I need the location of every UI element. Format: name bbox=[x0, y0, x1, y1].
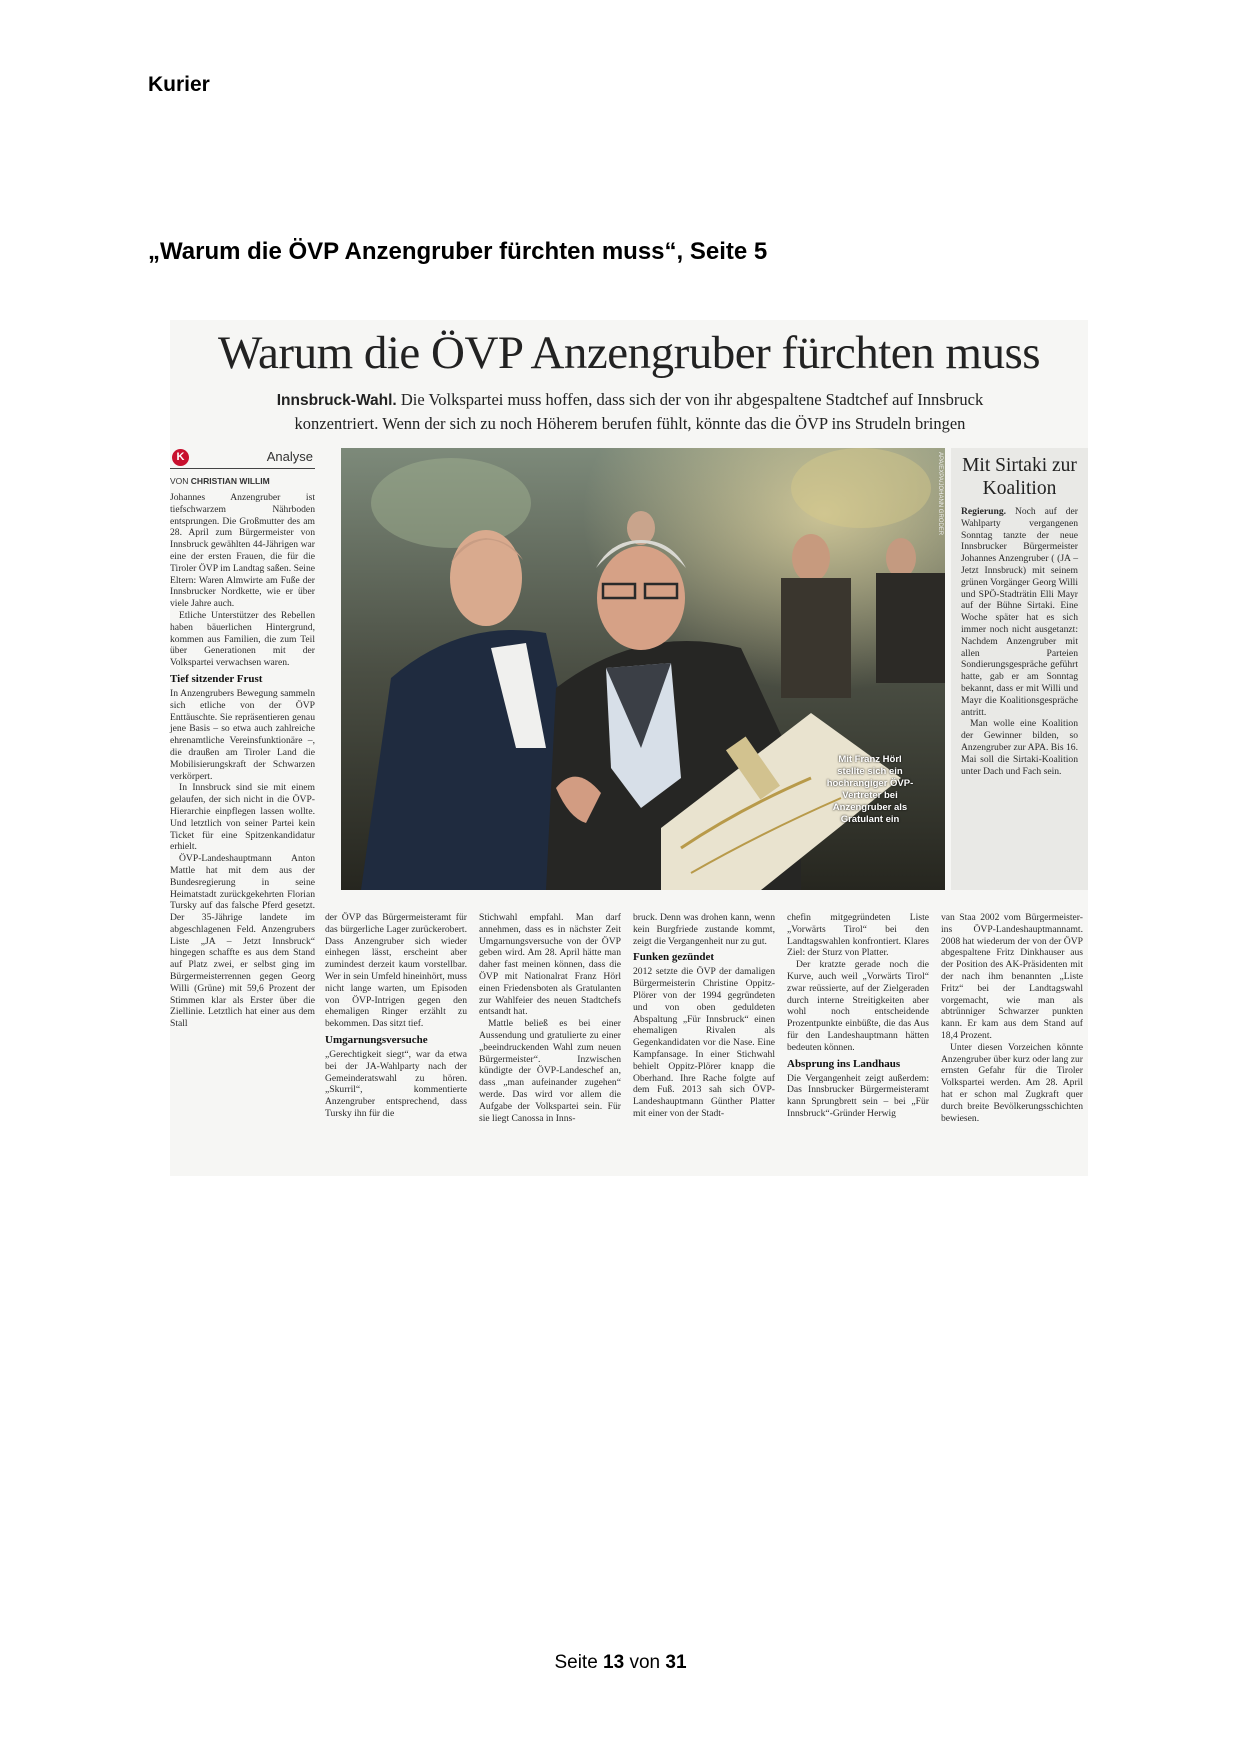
paragraph: In Innsbruck sind sie mit einem gelaufen, der sich nicht in die ÖVP-Hierarchie einpflegen lassen wollte. Und letztlich von seiner Partei kein Ticket für eine Spitzenkandidatur erhielt. bbox=[170, 782, 315, 853]
kicker-bar bbox=[170, 448, 315, 469]
section-heading: Umgarnungsversuche bbox=[325, 1033, 428, 1046]
photo-caption: Mit Franz Hörl stellte sich ein hochrangiger ÖVP-Vertreter bei Anzengruber als Gratulant ein bbox=[826, 754, 914, 825]
article-column-5 bbox=[787, 912, 929, 1120]
footer-middle: von bbox=[629, 1652, 661, 1673]
author-line bbox=[170, 476, 315, 486]
author-name: CHRISTIAN WILLIM bbox=[190, 476, 270, 486]
sidebar-title: Mit Sirtaki zur Koalition bbox=[962, 455, 1077, 499]
paragraph: ÖVP-Landeshauptmann Anton Mattle hat mit dem aus der Bundesregierung in seine Heimatstadt zurückgekehrten Florian Tursky auf das falsche Pferd gesetzt. Der 35-Jährige landete im abgeschlagenen Feld. Anzengrubers Liste „JA – Jetzt Innsbruck“ hingegen schaffte es aus dem Stand auf Platz zwei, er selbst ging im Bürgermeisterrennen gegen Georg Willi (Grüne) mit 59,6 Prozent der Stimmen klar als Erster über die Ziellinie. Letztlich hat einer aus dem Stall bbox=[170, 853, 315, 1030]
sidebar-text bbox=[951, 506, 1088, 777]
paragraph: Mattle beließ es bei einer Aussendung und gratulierte zu einer „beeindruckenden Wahl zum neuen Bürgermeister“. Inzwischen kündigte der ÖVP-Landeschef an, dass „man aufeinander zugehen“ werde. Das wird vor allem die Aufgabe der Volkspartei sein. Für sie liegt Canossa in Inns- bbox=[479, 1018, 621, 1124]
section-heading: Absprung ins Landhaus bbox=[787, 1057, 901, 1070]
kicker-label: Analyse bbox=[266, 449, 313, 464]
article-column-2 bbox=[325, 912, 467, 1120]
kurier-logo-icon: K bbox=[172, 449, 189, 466]
article-headline: Warum die ÖVP Anzengruber fürchten muss bbox=[217, 327, 1041, 379]
paragraph: Etliche Unterstützer des Rebellen haben bäuerlichen Hintergrund, kommen aus Familien, die zum Teil über Generationen mit der Volkspartei verwachsen waren. bbox=[170, 609, 315, 669]
article-subhead bbox=[240, 388, 1020, 435]
article-column-1 bbox=[170, 492, 315, 1030]
paragraph: Die Vergangenheit zeigt außerdem: Das Innsbrucker Bürgermeisteramt kann Sprungbrett sein – bei „Für Innsbruck“-Gründer Herwig bbox=[787, 1072, 929, 1119]
author-prefix: VON bbox=[170, 476, 189, 486]
paragraph: chefin mitgegründeten Liste „Vorwärts Tirol“ bei den Landtagswahlen konfrontiert. Klares Ziel: der Sturz von Platter. bbox=[787, 912, 929, 959]
page-footer bbox=[0, 1652, 1241, 1674]
current-page-number: 13 bbox=[603, 1652, 625, 1673]
total-page-count: 31 bbox=[665, 1652, 687, 1673]
paragraph: In Anzengrubers Bewegung sammeln sich etliche von der ÖVP Enttäuschte. Sie repräsentieren genau jene Basis – so etwa auch zahlreiche ehrenamtliche Vereinsfunktionäre –, die draußen am Tiroler Land die Mobilisierungskraft der Schwarzen verkörpert. bbox=[170, 687, 315, 782]
sidebar-paragraph: Man wolle eine Koalition der Gewinner bilden, so Anzengruber zur APA. Bis 16. Mai soll die Sirtaki-Koalition unter Dach und Fach sein. bbox=[961, 718, 1078, 777]
subhead-lead: Innsbruck-Wahl. bbox=[276, 392, 397, 409]
sidebar-lead: Regierung. bbox=[961, 506, 1007, 517]
paragraph: Stichwahl empfahl. Man darf annehmen, dass es in nächster Zeit Umgarnungsversuche von der ÖVP geben wird. Am 28. April hätte man daher fast meinen können, dass die ÖVP mit Nationalrat Franz Hörl einen Friedensboten als Gratulanten zur Wahlfeier des neuen Stadtchefs entsandt hat. bbox=[479, 912, 621, 1018]
article-photo bbox=[341, 448, 945, 890]
paragraph: „Gerechtigkeit siegt“, war da etwa bei der JA-Wahlparty nach der Gemeinderatswahl zu hören. „Skurril“, kommentierte Anzengruber entsprechend, dass Tursky ihn für die bbox=[325, 1048, 467, 1119]
paragraph: Johannes Anzengruber ist tiefschwarzem Nährboden entsprungen. Die Großmutter des am 28. April zum Bürgermeister von Innsbruck gewählten 44-Jährigen war eine der ersten Frauen, die für die Tiroler ÖVP im Landtag saßen. Seine Eltern: Waren Almwirte am Fuße der Innsbrucker Nordkette, wie er über viele Jahre auch. bbox=[170, 492, 315, 610]
footer-prefix: Seite bbox=[554, 1652, 598, 1673]
paragraph: 2012 setzte die ÖVP der damaligen Bürgermeisterin Christine Oppitz-Plörer von der 1994 gegründeten und von oben geduldeten Abspaltung „Für Innsbruck“ einen ehemaligen Rivalen als Gegenkandidaten vor die Nase. Eine Kampfansage. In einer Stichwahl behielt Oppitz-Plörer knapp die Oberhand. Ihre Rache folgte auf dem Fuß. 2013 sah sich ÖVP-Landeshauptmann Günther Platter mit einer von der Stadt- bbox=[633, 966, 775, 1119]
paragraph: bruck. Denn was drohen kann, wenn kein Burgfriede zustande kommt, zeigt die Vergangenheit nur zu gut. bbox=[633, 912, 775, 947]
subhead-text: Die Volkspartei muss hoffen, dass sich der von ihr abgespaltene Stadtchef auf Innsbruck konzentriert. Wenn der sich zu noch Höherem berufen fühlt, könnte das die ÖVP ins Strudeln bringen bbox=[294, 390, 984, 433]
paragraph: van Staa 2002 vom Bürgermeister- ins ÖVP-Landeshauptmannamt. 2008 hat wiederum der von der ÖVP abgespaltene Fritz Dinkhauser aus der Position des AK-Präsidenten mit der nach ihm benannten „Liste Fritz“ bei der Landtagswahl vorgemacht, wie man als abtrünniger Schwarzer punkten kann. Er kam aus dem Stand auf 18,4 Prozent. bbox=[941, 912, 1083, 1041]
sidebar-paragraph bbox=[961, 506, 1078, 718]
article-column-3 bbox=[479, 912, 621, 1124]
photo-credit: APA/EXPA/JOHANN GRODER bbox=[937, 452, 943, 536]
newspaper-clipping bbox=[170, 320, 1088, 1176]
paragraph: der ÖVP das Bürgermeisteramt für das bürgerliche Lager zurückerobert. Dass Anzengruber sich wieder einhegen lässt, erscheint aber zumindest derzeit kaum vorstellbar. Wer in sein Umfeld hineinhört, muss nicht lange warten, um Episoden von ÖVP-Intrigen gegen den ehemaligen Ringer erzählt zu bekommen. Das sitzt tief. bbox=[325, 912, 467, 1030]
article-column-4 bbox=[633, 912, 775, 1120]
section-heading: Tief sitzender Frust bbox=[170, 672, 263, 685]
publication-name: Kurier bbox=[148, 73, 210, 96]
paragraph: Der kratzte gerade noch die Kurve, auch weil „Vorwärts Tirol“ zwar reüssierte, auf der Zielgeraden durch interne Streitigkeiten aber wohl noch entscheidende Prozentpunkte einbüßte, die das Aus für den Landeshauptmann hätten bedeuten können. bbox=[787, 959, 929, 1053]
paragraph: Unter diesen Vorzeichen könnte Anzengruber über kurz oder lang zur ernsten Gefahr für die Tiroler Volkspartei werden. Am 28. April hat er schon mal Zugkraft quer durch breite Bevölkerungsschichten bewiesen. bbox=[941, 1041, 1083, 1124]
sidebar-body: Noch auf der Wahlparty vergangenen Sonntag tanzte der neue Innsbrucker Bürgermeister Johannes Anzengruber ( (JA – Jetzt Innsbruck) mit seinem grünen Vorgänger Georg Willi und SPÖ-Stadträtin Elli Mayr auf der Bühne Sirtaki. Eine Woche später hat es sich immer noch nicht ausgetanzt: Nachdem Anzengruber mit allen Parteien Sondierungsgespräche geführt hatte, gab er am Sonntag bekannt, dass er mit Willi und Mayr die Koalitionsgespräche antritt. bbox=[961, 506, 1078, 718]
sidebar-box bbox=[951, 448, 1088, 890]
article-column-6 bbox=[941, 912, 1083, 1124]
document-title: „Warum die ÖVP Anzengruber fürchten muss“, Seite 5 bbox=[148, 238, 768, 265]
section-heading: Funken gezündet bbox=[633, 951, 714, 964]
